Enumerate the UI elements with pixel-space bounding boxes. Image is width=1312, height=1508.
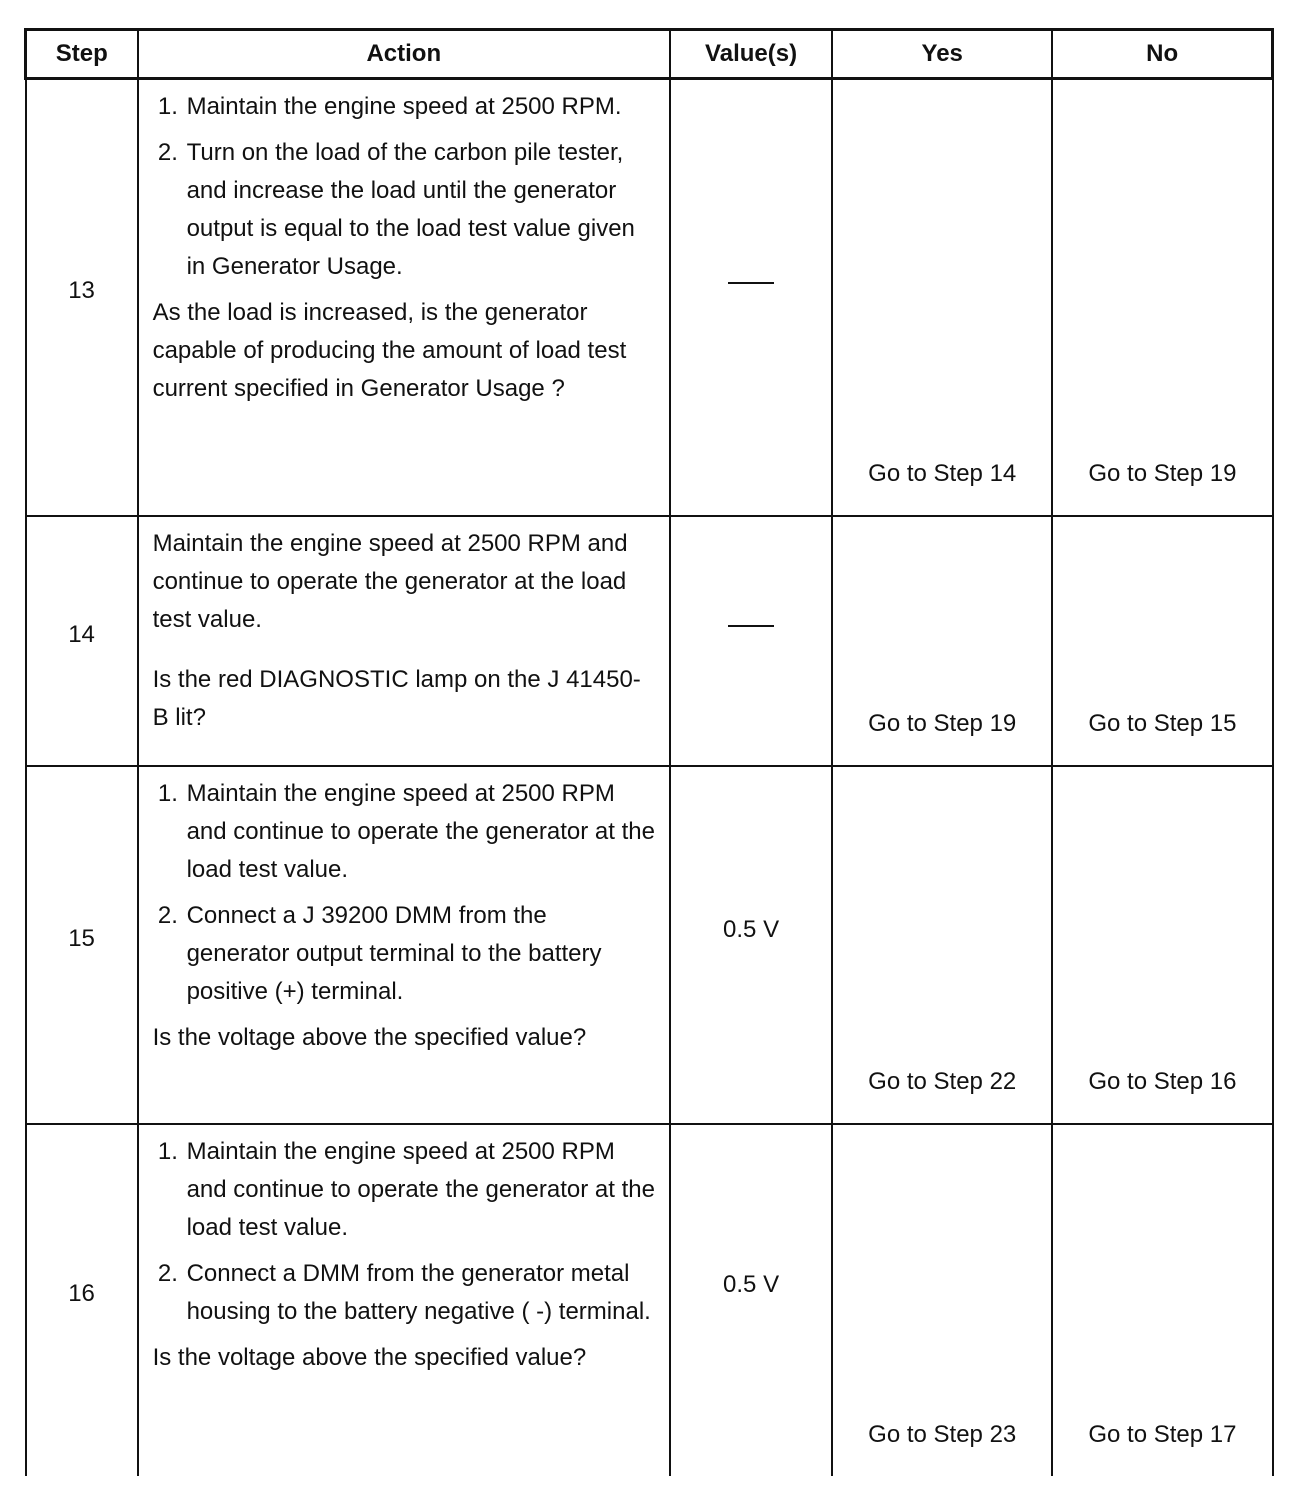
- yes-cell: Go to Step 23: [832, 1124, 1052, 1476]
- action-cell: [138, 766, 670, 1124]
- action-step: 1. Maintain the engine speed at 2500 RPM and continue to operate the generator at the load test value.: [185, 775, 655, 889]
- action-cell: [138, 79, 670, 516]
- no-cell: Go to Step 15: [1052, 516, 1272, 766]
- table-row: [26, 79, 1273, 516]
- no-cell: Go to Step 16: [1052, 766, 1272, 1124]
- yes-cell: Go to Step 14: [832, 79, 1052, 516]
- value-cell: [670, 79, 832, 516]
- action-step: 2. Turn on the load of the carbon pile tester, and increase the load until the generator output is equal to the load test value given in Generator Usage.: [185, 134, 655, 286]
- no-cell: Go to Step 19: [1052, 79, 1272, 516]
- yes-cell: Go to Step 19: [832, 516, 1052, 766]
- value-cell: 0.5 V: [670, 1124, 832, 1476]
- header-values: Value(s): [670, 30, 832, 79]
- diagnostic-table: [24, 28, 1274, 1476]
- table-row: [26, 766, 1273, 1124]
- action-step: 1. Maintain the engine speed at 2500 RPM.: [185, 88, 655, 126]
- action-cell: [138, 1124, 670, 1476]
- header-no: No: [1052, 30, 1272, 79]
- no-cell: Go to Step 17: [1052, 1124, 1272, 1476]
- action-question: Is the voltage above the specified value?: [152, 1023, 587, 1051]
- yes-cell: Go to Step 22: [832, 766, 1052, 1124]
- action-steps: [153, 88, 655, 286]
- action-question: Is the voltage above the specified value?: [152, 1343, 587, 1371]
- action-step: 2. Connect a DMM from the generator metal housing to the battery negative ( -) terminal.: [185, 1255, 655, 1331]
- step-number: 16: [26, 1124, 138, 1476]
- action-step: 2. Connect a J 39200 DMM from the generator output terminal to the battery positive (+) terminal.: [185, 897, 655, 1011]
- value-dash: [728, 625, 774, 627]
- table-row: [26, 1124, 1273, 1476]
- action-steps: [153, 1133, 655, 1331]
- header-action: Action: [138, 30, 670, 79]
- action-step: 1. Maintain the engine speed at 2500 RPM and continue to operate the generator at the load test value.: [185, 1133, 655, 1247]
- header-step: Step: [26, 30, 138, 79]
- value-dash: [728, 282, 774, 284]
- action-cell: [138, 516, 670, 766]
- step-number: 13: [26, 79, 138, 516]
- step-number: 15: [26, 766, 138, 1124]
- value-cell: [670, 516, 832, 766]
- header-row: [26, 30, 1273, 79]
- action-question: As the load is increased, is the generator capable of producing the amount of load test current specified in Generator Usage ?: [152, 299, 627, 402]
- action-steps: [153, 775, 655, 1011]
- action-question: Is the red DIAGNOSTIC lamp on the J 41450-B lit?: [152, 665, 641, 731]
- header-yes: Yes: [832, 30, 1052, 79]
- step-number: 14: [26, 516, 138, 766]
- table-row: [26, 516, 1273, 766]
- action-intro: Maintain the engine speed at 2500 RPM and continue to operate the generator at the load test value.: [152, 529, 628, 633]
- value-cell: 0.5 V: [670, 766, 832, 1124]
